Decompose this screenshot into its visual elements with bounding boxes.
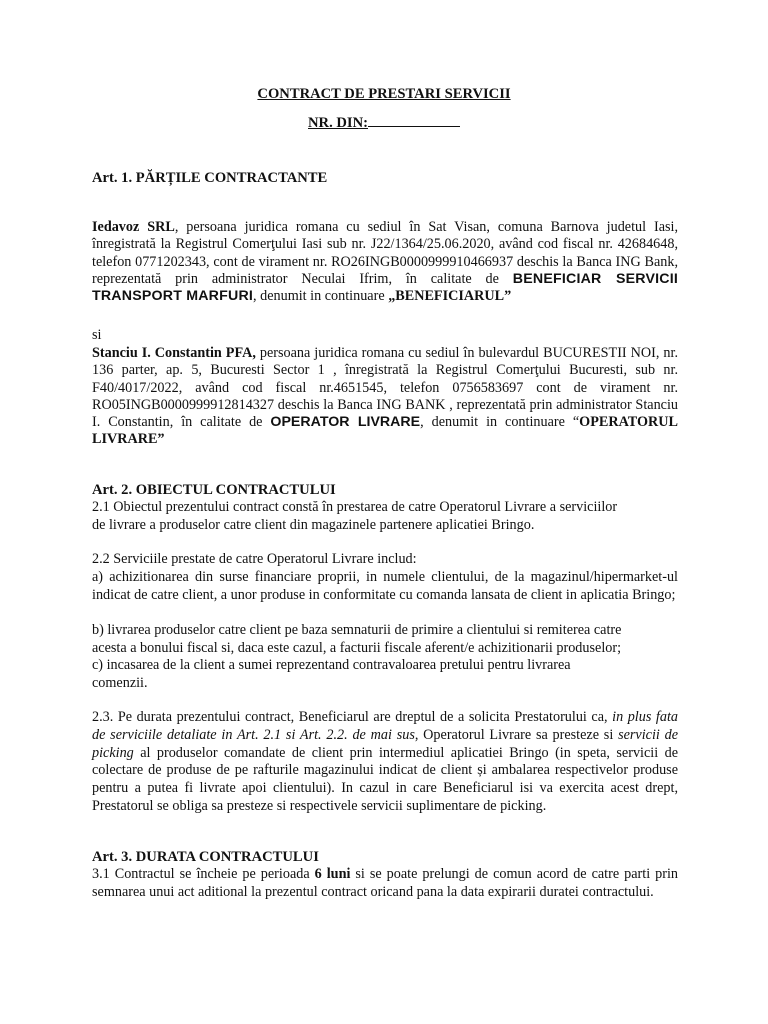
art2-heading: Art. 2. OBIECTUL CONTRACTULUI (92, 482, 336, 498)
p22-item-c-line1: c) incasarea de la client a sumei reprezentand contravaloarea pretului pentru livrarea (92, 657, 571, 673)
contract-number-blank (368, 114, 460, 127)
p21-line2: de livrare a produselor catre client din magazinele partenere aplicatiei Bringo. (92, 517, 535, 533)
p23-italic-1: in plus fata de serviciile detaliate in Art. 2.1 si Art. 2.2. de mai sus (92, 709, 678, 743)
party2-text: persoana juridica romana cu sediul în bulevardul BUCURESTII NOI, nr. 136 parter, ap. 5, Bucuresti Sector 1 , înregistrată la Registrul Comerţului Bucuresti, sub nr. F40/4017/2022, având cod fiscal nr.4651545, telefon 0756583697 cont de virament nr. RO05INGB0000999912814327 deschis la Banca ING BANK , reprezentată prin administrator Stanciu I. Constantin, în calitate de (92, 345, 678, 431)
art1-heading: Art. 1. PĂRȚILE CONTRACTANTE (92, 170, 328, 186)
party2-role: OPERATOR LIVRARE (270, 414, 421, 431)
party1-tail: , denumit in continuare (253, 288, 389, 305)
party1-name: Iedavoz SRL (92, 219, 175, 235)
p31-paragraph (92, 866, 678, 901)
party2-tail: , denumit in continuare “ (420, 414, 580, 431)
p23-text-c: al produselor comandate de client prin intermediul aplicatiei Bringo (in speta, servicii de colectare de produse de pe rafturile magazinului indicat de client și ambalarea respectivelor produse pentru a putea fi livrate apoi clientului). In cazul in care Beneficiarul isi va exercita acest drept, Prestatorul se obliga sa presteze si respectivele servicii suplimentare de picking. (92, 744, 678, 814)
p22-item-b-line2: acesta a bonului fiscal si, daca este cazul, a facturii fiscale aferent/e achizitionarii produselor; (92, 640, 622, 656)
p31-duration: 6 luni (314, 866, 351, 882)
p23-text-b: , Operatorul Livrare sa presteze si (414, 726, 619, 743)
p31-text-b: si se poate prelungi de comun acord de catre parti prin semnarea unui act aditional la prezentul contract oricand pana la data expirarii duratei contractului. (92, 866, 678, 900)
party1-role: BENEFICIAR SERVICII TRANSPORT MARFURI (92, 270, 678, 305)
p22-intro: 2.2 Serviciile prestate de catre Operatorul Livrare includ: (92, 551, 417, 567)
party1-alias: „BENEFICIARUL” (388, 288, 512, 305)
p23-text-a: 2.3. Pe durata prezentului contract, Beneficiarul are dreptul de a solicita Prestatorului ca, (92, 709, 613, 725)
party2-name: Stanciu I. Constantin PFA, (92, 345, 256, 361)
contract-title-text: CONTRACT DE PRESTARI SERVICII (257, 86, 511, 102)
p22-item-a: a) achizitionarea din surse financiare proprii, in numele clientului, de la magazinul/hipermarket-ul indicat de catre client, a unor produse in conformitate cu comanda lansata de client in aplicatia Bringo; (92, 569, 678, 603)
art3-heading: Art. 3. DURATA CONTRACTULUI (92, 849, 319, 865)
contract-title (0, 86, 768, 104)
party1-text: , persoana juridica romana cu sediul în Sat Visan, comuna Barnova judetul Iasi, înregistrată la Registrul Comerţului Iasi sub nr. J22/1364/25.06.2020, având cod fiscal nr. 42684648, telefon 0771202343, cont de virament nr. RO26INGB0000999910466937 deschis la Banca ING Bank, reprezentată prin administrator Neculai Ifrim, în calitate de (92, 219, 679, 287)
party2-paragraph (92, 345, 678, 449)
and-connector: si (92, 327, 102, 343)
contract-number (308, 114, 508, 133)
party1-paragraph (92, 219, 678, 305)
p21-line1: 2.1 Obiectul prezentului contract constă în prestarea de catre Operatorul Livrare a serviciilor (92, 499, 618, 515)
p22-item-b-line1: b) livrarea produselor catre client pe baza semnaturii de primire a clientului si remiterea catre (92, 622, 622, 638)
p23-paragraph (92, 709, 678, 816)
party2-alias: OPERATORUL LIVRARE” (92, 414, 678, 448)
p31-text-a: 3.1 Contractul se încheie pe perioada (92, 866, 315, 882)
p22-item-c-line2: comenzii. (92, 675, 148, 691)
contract-number-label: NR. DIN: (308, 115, 368, 131)
p23-italic-2: servicii de picking (92, 726, 678, 761)
